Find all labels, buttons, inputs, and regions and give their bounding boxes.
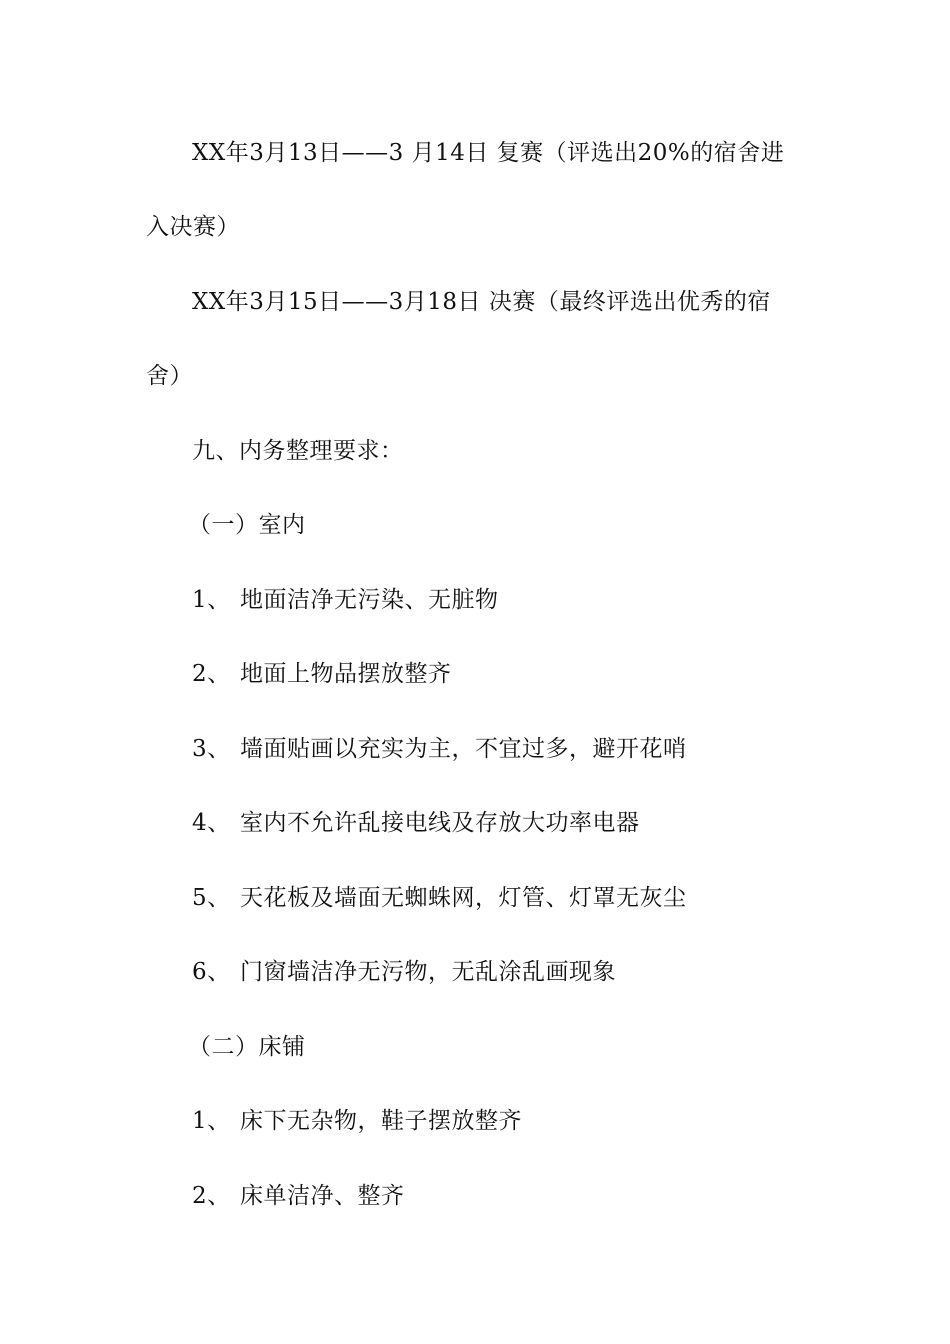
bedding-item	[192, 1106, 522, 1136]
item-number: 6、	[192, 959, 231, 985]
item-text: 地面上物品摆放整齐	[240, 661, 452, 687]
final-schedule-line-2: 舍）	[146, 363, 193, 389]
item-number: 1、	[192, 1108, 231, 1134]
item-number: 5、	[192, 885, 231, 911]
item-text: 床单洁净、整齐	[240, 1183, 405, 1209]
semifinal-schedule-line-2: 入决赛）	[146, 214, 240, 240]
item-number: 2、	[192, 1183, 231, 1209]
final-schedule-line-1: XX年3月15日——3月18日 决赛（最终评选出优秀的宿	[192, 289, 771, 315]
item-number: 2、	[192, 661, 231, 687]
item-number: 3、	[192, 736, 231, 762]
indoor-heading: （一）室内	[188, 512, 306, 538]
item-text: 门窗墙洁净无污物，无乱涂乱画现象	[240, 959, 616, 985]
item-number: 1、	[192, 587, 231, 613]
item-number: 4、	[192, 810, 231, 836]
indoor-item	[192, 585, 499, 615]
item-text: 床下无杂物，鞋子摆放整齐	[240, 1108, 522, 1134]
indoor-item	[192, 883, 687, 913]
item-text: 墙面贴画以充实为主，不宜过多，避开花哨	[240, 736, 687, 762]
indoor-item	[192, 808, 640, 838]
indoor-item	[192, 957, 616, 987]
bedding-heading: （二）床铺	[188, 1034, 306, 1060]
semifinal-schedule-line-1: XX年3月13日——3 月14日 复赛（评选出20%的宿舍进	[192, 140, 785, 166]
item-text: 地面洁净无污染、无脏物	[240, 587, 499, 613]
indoor-item	[192, 659, 452, 689]
item-text: 室内不允许乱接电线及存放大功率电器	[240, 810, 640, 836]
indoor-item	[192, 734, 687, 764]
bedding-item	[192, 1181, 405, 1211]
item-text: 天花板及墙面无蜘蛛网，灯管、灯罩无灰尘	[240, 885, 687, 911]
section-heading: 九、内务整理要求：	[192, 438, 404, 464]
